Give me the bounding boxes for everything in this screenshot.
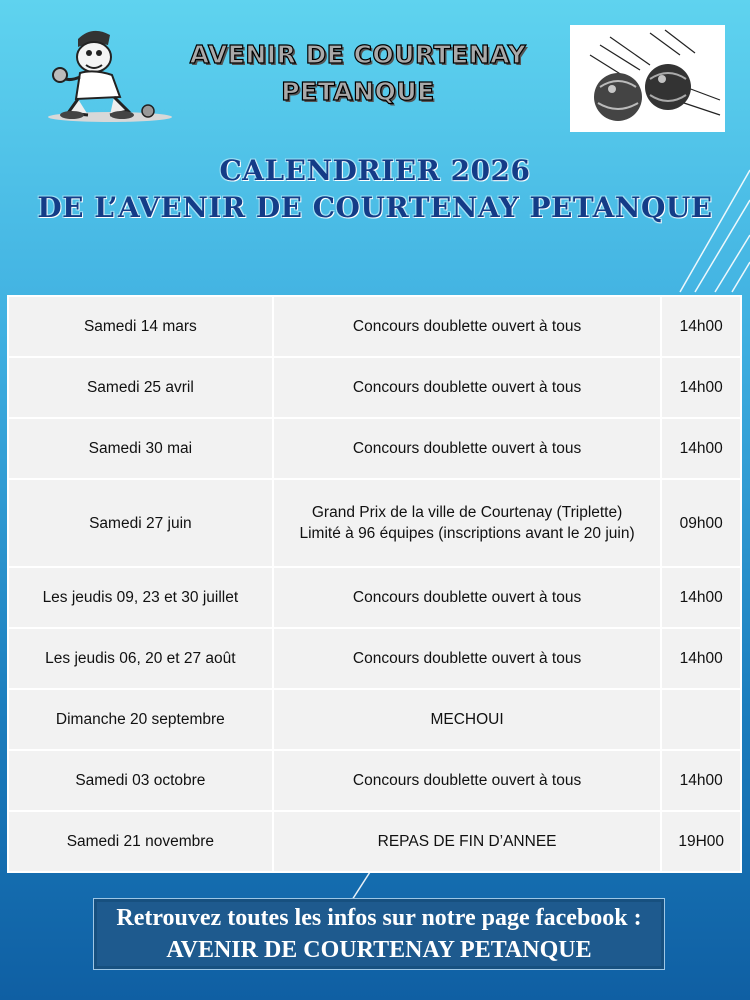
- facebook-info-box: [93, 898, 665, 970]
- event-line: Concours doublette ouvert à tous: [352, 772, 582, 789]
- facebook-info-line1: Retrouvez toutes les infos sur notre page facebook :: [116, 905, 642, 931]
- event-line: REPAS DE FIN D’ANNEE: [377, 833, 557, 850]
- petanque-balls-logo: [570, 25, 725, 132]
- event-description: [273, 811, 662, 872]
- table-row: [8, 750, 741, 811]
- event-time: 14h00: [661, 567, 741, 628]
- club-title-line1: AVENIR DE COURTENAY: [189, 40, 527, 69]
- event-date: Samedi 21 novembre: [8, 811, 273, 872]
- event-line: Concours doublette ouvert à tous: [352, 589, 582, 606]
- table-row: [8, 567, 741, 628]
- event-line: Concours doublette ouvert à tous: [352, 440, 582, 457]
- event-date: Les jeudis 09, 23 et 30 juillet: [8, 567, 273, 628]
- event-description: [273, 750, 662, 811]
- table-row: [8, 296, 741, 357]
- event-time: 14h00: [661, 628, 741, 689]
- event-description: [273, 296, 662, 357]
- event-time: 09h00: [661, 479, 741, 567]
- event-date: Samedi 14 mars: [8, 296, 273, 357]
- event-line: MECHOUI: [430, 711, 504, 728]
- event-description: [273, 418, 662, 479]
- event-line: Concours doublette ouvert à tous: [352, 318, 582, 335]
- table-row: [8, 628, 741, 689]
- schedule-table: [7, 295, 742, 873]
- calendar-title-line1: CALENDRIER 2026: [219, 154, 531, 187]
- calendar-title-line2: DE L’AVENIR DE COURTENAY PETANQUE: [37, 191, 713, 224]
- event-line: Concours doublette ouvert à tous: [352, 650, 582, 667]
- event-time: 14h00: [661, 750, 741, 811]
- table-row: [8, 479, 741, 567]
- table-row: [8, 689, 741, 750]
- event-description: [273, 628, 662, 689]
- event-time: [661, 689, 741, 750]
- table-row: [8, 811, 741, 872]
- event-description: [273, 567, 662, 628]
- table-row: [8, 357, 741, 418]
- event-date: Samedi 03 octobre: [8, 750, 273, 811]
- event-date: Samedi 27 juin: [8, 479, 273, 567]
- event-date: Samedi 25 avril: [8, 357, 273, 418]
- event-date: Samedi 30 mai: [8, 418, 273, 479]
- event-date: Dimanche 20 septembre: [8, 689, 273, 750]
- club-title: [178, 36, 538, 110]
- event-description: [273, 357, 662, 418]
- calendar-title: [0, 152, 750, 226]
- event-time: 14h00: [661, 418, 741, 479]
- event-date: Les jeudis 06, 20 et 27 août: [8, 628, 273, 689]
- petanque-player-mascot: [30, 25, 180, 125]
- event-time: 19H00: [661, 811, 741, 872]
- event-time: 14h00: [661, 296, 741, 357]
- table-row: [8, 418, 741, 479]
- event-line: Limité à 96 équipes (inscriptions avant le 20 juin): [299, 525, 635, 542]
- event-description: [273, 479, 662, 567]
- event-line: Concours doublette ouvert à tous: [352, 379, 582, 396]
- event-description: [273, 689, 662, 750]
- facebook-page-name: AVENIR DE COURTENAY PETANQUE: [166, 937, 592, 963]
- club-title-line2: PETANQUE: [281, 77, 435, 106]
- event-time: 14h00: [661, 357, 741, 418]
- event-line: Grand Prix de la ville de Courtenay (Triplette): [311, 504, 623, 521]
